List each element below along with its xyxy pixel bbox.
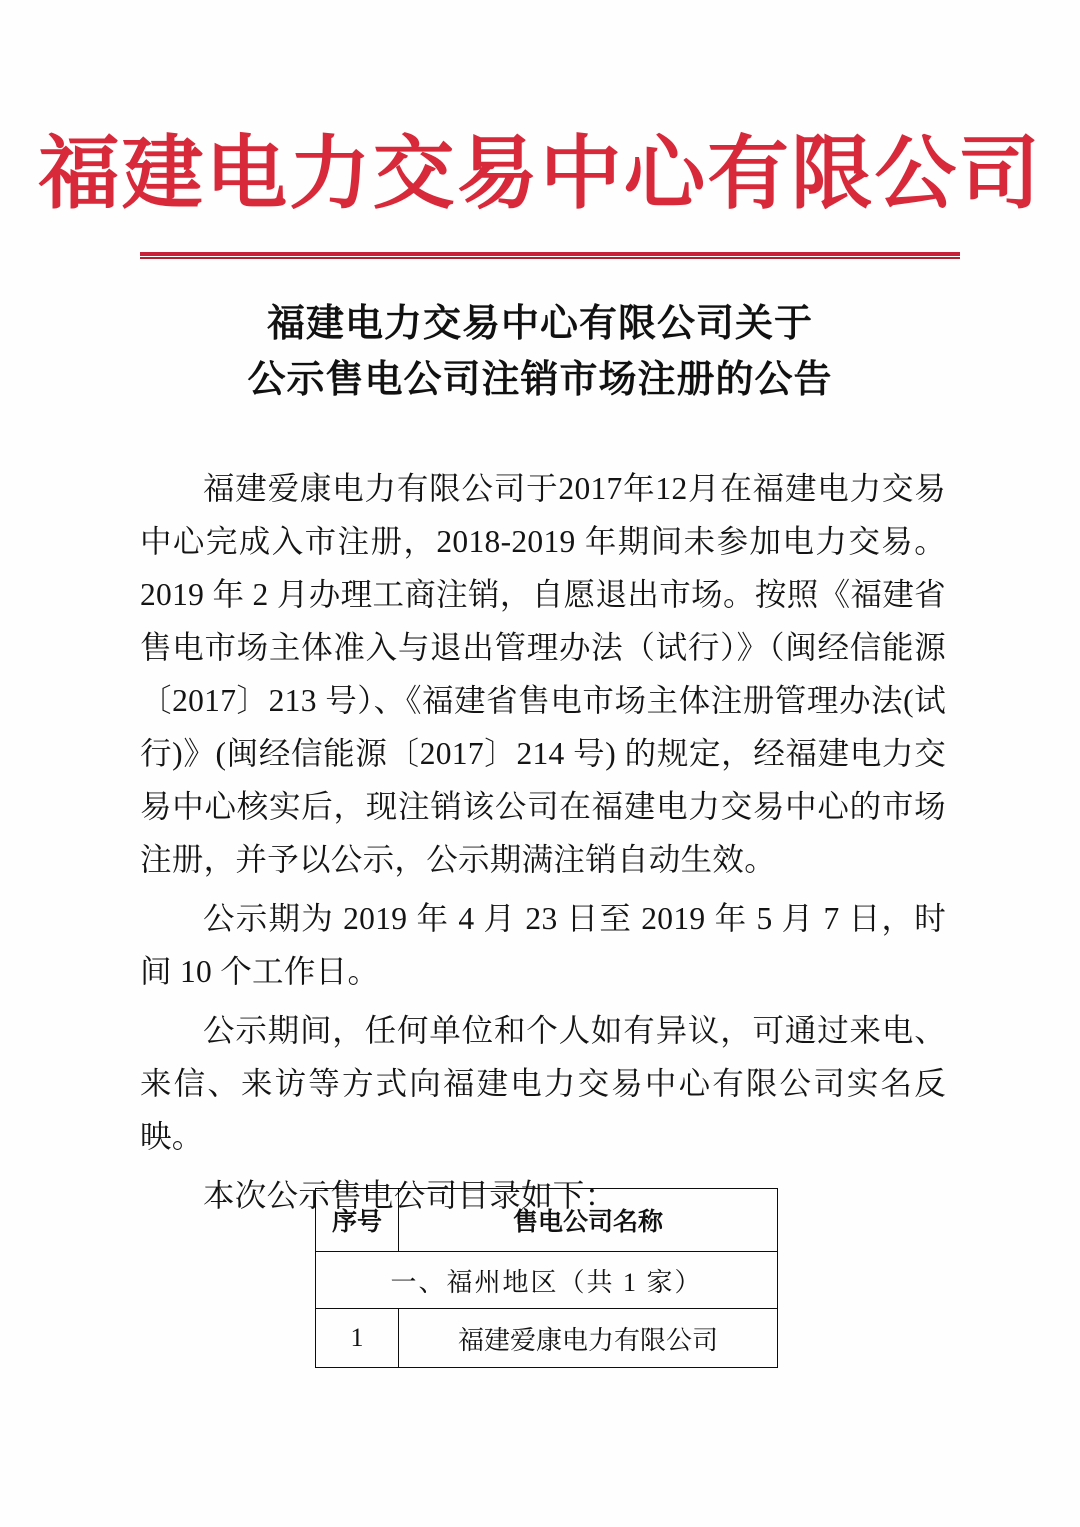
document-title-line-2: 公示售电公司注销市场注册的公告	[247, 359, 833, 401]
letterhead-divider-rule	[140, 252, 960, 259]
body-paragraph-2: 公示期为 2019 年 4 月 23 日至 2019 年 5 月 7 日，时间 10 个工作日。	[140, 901, 946, 989]
table-row	[316, 1309, 778, 1368]
table-section-row	[316, 1252, 778, 1309]
table-header-index: 序号	[316, 1189, 399, 1252]
table-cell-index: 1	[316, 1309, 399, 1368]
document-title	[140, 296, 940, 408]
retail-company-listing-table	[315, 1188, 778, 1368]
letterhead	[0, 129, 1080, 218]
table-header-row	[316, 1189, 778, 1252]
table-header-company-name: 售电公司名称	[399, 1189, 778, 1252]
table-section-label: 一、福州地区（共 1 家）	[316, 1252, 778, 1309]
document-body	[140, 462, 946, 1226]
letterhead-rule-thin-bar	[140, 257, 960, 259]
table-cell-company-name: 福建爱康电力有限公司	[399, 1309, 778, 1368]
document-title-line-1: 福建电力交易中心有限公司关于	[266, 303, 813, 345]
body-paragraph-1: 福建爱康电力有限公司于2017年12月在福建电力交易中心完成入市注册，2018-2019 年期间未参加电力交易。2019 年 2 月办理工商注销，自愿退出市场。按照《福建省售电市场主体准入与退出管理办法（试行）》（闽经信能源〔2017〕213 号）、《福建省售电市场主体注册管理办法(试行)》(闽经信能源〔2017〕214 号) 的规定，经福建电力交易中心核实后，现注销该公司在福建电力交易中心的市场注册，并予以公示，公示期满注销自动生效。	[140, 471, 946, 877]
letterhead-organization-name: 福建电力交易中心有限公司	[38, 129, 1042, 218]
body-paragraph-3: 公示期间，任何单位和个人如有异议，可通过来电、来信、来访等方式向福建电力交易中心有限公司实名反映。	[140, 1013, 946, 1154]
body-paragraph-4: 本次公示售电公司目录如下：	[203, 1178, 617, 1213]
